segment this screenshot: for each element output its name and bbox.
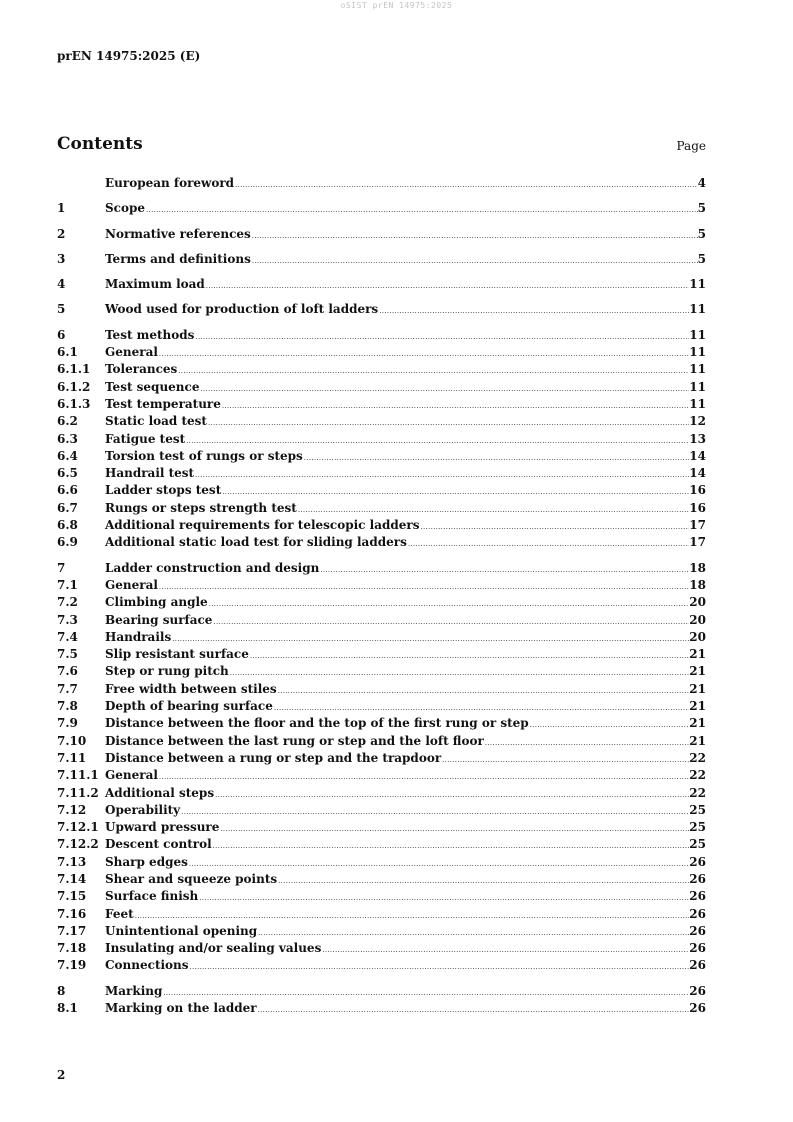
toc-leader-dots bbox=[177, 367, 689, 375]
toc-entry-title: Ladder construction and design bbox=[105, 560, 320, 575]
toc-entry-number: 4 bbox=[57, 277, 66, 292]
toc-entry-number: 7.6 bbox=[57, 664, 78, 679]
toc-entry[interactable] bbox=[57, 751, 706, 768]
toc-entry[interactable] bbox=[57, 872, 706, 889]
toc-entry-title: Additional static load test for sliding ladders bbox=[105, 535, 407, 550]
toc-entry[interactable] bbox=[57, 664, 706, 681]
toc-leader-dots bbox=[251, 257, 698, 265]
toc-entry-title: Distance between a rung or step and the trapdoor bbox=[105, 750, 442, 765]
toc-entry-page: 26 bbox=[689, 923, 706, 938]
toc-entry-number: 3 bbox=[57, 251, 66, 266]
toc-entry-page: 22 bbox=[689, 785, 706, 800]
toc-entry-page: 5 bbox=[697, 251, 706, 266]
toc-entry-page: 11 bbox=[689, 302, 706, 317]
toc-entry-page: 11 bbox=[689, 362, 706, 377]
toc-entry-page: 14 bbox=[689, 466, 706, 481]
toc-entry-number: 7.15 bbox=[57, 889, 87, 904]
toc-entry-title: Climbing angle bbox=[105, 595, 208, 610]
toc-entry-number: 7.12.2 bbox=[57, 837, 99, 852]
toc-entry-page: 21 bbox=[689, 681, 706, 696]
toc-leader-dots bbox=[321, 946, 689, 954]
toc-entry-number: 7.19 bbox=[57, 958, 87, 973]
toc-entry[interactable] bbox=[57, 907, 706, 924]
toc-entry-page: 4 bbox=[697, 176, 706, 190]
toc-entry-title: Handrails bbox=[105, 629, 172, 644]
toc-entry-number: 7.3 bbox=[57, 612, 78, 627]
toc-leader-dots bbox=[303, 454, 690, 462]
toc-entry-title: Bearing surface bbox=[105, 612, 213, 627]
toc-entry[interactable] bbox=[57, 941, 706, 958]
toc-entry-title: Wood used for production of loft ladders bbox=[105, 302, 379, 317]
toc-entry-title: Free width between stiles bbox=[105, 681, 277, 696]
toc-entry-page: 18 bbox=[689, 560, 706, 575]
toc-entry[interactable] bbox=[57, 786, 706, 803]
toc-entry-number: 6.9 bbox=[57, 535, 78, 550]
toc-leader-dots bbox=[221, 402, 689, 410]
toc-entry-title: Insulating and/or sealing values bbox=[105, 941, 322, 956]
toc-entry-number: 2 bbox=[57, 226, 66, 241]
toc-entry-page: 5 bbox=[697, 201, 706, 216]
toc-entry-number: 7.4 bbox=[57, 629, 78, 644]
toc-entry-number: 6.5 bbox=[57, 466, 78, 481]
toc-leader-dots bbox=[171, 635, 689, 643]
toc-entry-title: European foreword bbox=[105, 176, 235, 190]
toc-entry[interactable] bbox=[57, 958, 706, 975]
toc-entry-number: 6.8 bbox=[57, 518, 78, 533]
toc-entry-number: 6.1.2 bbox=[57, 379, 91, 394]
toc-entry-title: Feet bbox=[105, 906, 134, 921]
toc-entry-page: 21 bbox=[689, 664, 706, 679]
toc-entry[interactable] bbox=[57, 561, 706, 578]
toc-leader-dots bbox=[207, 419, 689, 427]
toc-entry-number: 6.4 bbox=[57, 448, 78, 463]
toc-leader-dots bbox=[194, 333, 689, 341]
toc-entry-title: Connections bbox=[105, 958, 189, 973]
toc-entry-number: 6.1.3 bbox=[57, 396, 91, 411]
toc-entry-page: 17 bbox=[689, 535, 706, 550]
toc-entry[interactable] bbox=[57, 397, 706, 414]
toc-entry[interactable] bbox=[57, 803, 706, 820]
toc-entry[interactable] bbox=[57, 682, 706, 699]
toc-entry-page: 25 bbox=[689, 802, 706, 817]
toc-entry[interactable] bbox=[57, 227, 706, 244]
toc-leader-dots bbox=[185, 437, 689, 445]
toc-entry-number: 6.1 bbox=[57, 345, 78, 360]
toc-entry-number: 5 bbox=[57, 302, 66, 317]
toc-entry-page: 11 bbox=[689, 379, 706, 394]
toc-entry-title: Step or rung pitch bbox=[105, 664, 229, 679]
toc-entry[interactable] bbox=[57, 924, 706, 941]
toc-entry-title: Descent control bbox=[105, 837, 212, 852]
toc-entry-title: Marking on the ladder bbox=[105, 1001, 257, 1016]
toc-entry-page: 22 bbox=[689, 768, 706, 783]
toc-entry[interactable] bbox=[57, 630, 706, 647]
toc-entry[interactable] bbox=[57, 380, 706, 397]
toc-entry-title: Shear and squeeze points bbox=[105, 871, 278, 886]
toc-entry-title: Handrail test bbox=[105, 466, 195, 481]
footer-page-number: 2 bbox=[57, 1068, 66, 1082]
toc-entry-page: 11 bbox=[689, 277, 706, 292]
toc-entry-title: Test temperature bbox=[105, 396, 221, 411]
toc-entry-number: 7.12.1 bbox=[57, 820, 99, 835]
toc-entry[interactable] bbox=[57, 889, 706, 906]
toc-entry-number: 7.14 bbox=[57, 871, 87, 886]
toc-entry-page: 26 bbox=[689, 958, 706, 973]
toc-entry-title: Additional requirements for telescopic ladders bbox=[105, 518, 420, 533]
toc-entry-page: 26 bbox=[689, 871, 706, 886]
toc-entry[interactable] bbox=[57, 449, 706, 466]
toc-entry-number: 6.1.1 bbox=[57, 362, 91, 377]
toc-leader-dots bbox=[251, 232, 698, 240]
toc-entry-number: 7.2 bbox=[57, 595, 78, 610]
toc-leader-dots bbox=[212, 618, 689, 626]
toc-entry[interactable] bbox=[57, 984, 706, 1001]
toc-leader-dots bbox=[158, 583, 689, 591]
toc-entry-title: General bbox=[105, 345, 158, 360]
toc-entry[interactable] bbox=[57, 613, 706, 630]
toc-entry[interactable] bbox=[57, 328, 706, 345]
toc-entry[interactable] bbox=[57, 1001, 706, 1018]
toc-entry-number: 7.18 bbox=[57, 941, 87, 956]
toc-leader-dots bbox=[188, 860, 689, 868]
toc-entry-page: 21 bbox=[689, 733, 706, 748]
toc-entry-page: 26 bbox=[689, 889, 706, 904]
toc-entry-title: Additional steps bbox=[105, 785, 215, 800]
toc-entry[interactable] bbox=[57, 716, 706, 733]
toc-entry-title: Depth of bearing surface bbox=[105, 699, 273, 714]
toc-entry-number: 7.17 bbox=[57, 923, 87, 938]
toc-entry[interactable] bbox=[57, 277, 706, 294]
table-of-contents bbox=[57, 176, 706, 1018]
toc-leader-dots bbox=[180, 808, 689, 816]
toc-entry[interactable] bbox=[57, 820, 706, 837]
toc-entry[interactable] bbox=[57, 252, 706, 269]
toc-leader-dots bbox=[407, 540, 689, 548]
toc-leader-dots bbox=[277, 687, 690, 695]
toc-entry[interactable] bbox=[57, 176, 706, 193]
toc-leader-dots bbox=[205, 282, 690, 290]
toc-entry-page: 14 bbox=[689, 448, 706, 463]
toc-entry-title: General bbox=[105, 768, 158, 783]
toc-entry-page: 12 bbox=[689, 414, 706, 429]
contents-heading: Contents bbox=[57, 134, 143, 154]
toc-entry-page: 20 bbox=[689, 629, 706, 644]
toc-entry-page: 16 bbox=[689, 483, 706, 498]
toc-entry-number: 6.2 bbox=[57, 414, 78, 429]
toc-entry-title: General bbox=[105, 577, 158, 592]
toc-leader-dots bbox=[158, 350, 689, 358]
toc-entry-number: 7.10 bbox=[57, 733, 87, 748]
toc-entry-page: 26 bbox=[689, 941, 706, 956]
toc-entry-title: Normative references bbox=[105, 226, 251, 241]
toc-leader-dots bbox=[297, 506, 689, 514]
toc-leader-dots bbox=[214, 791, 689, 799]
toc-leader-dots bbox=[221, 488, 689, 496]
toc-entry-title: Fatigue test bbox=[105, 431, 186, 446]
toc-entry-page: 25 bbox=[689, 820, 706, 835]
toc-entry-page: 11 bbox=[689, 396, 706, 411]
toc-entry-title: Distance between the last rung or step and the loft floor bbox=[105, 733, 484, 748]
toc-entry-page: 11 bbox=[689, 345, 706, 360]
toc-entry-page: 26 bbox=[689, 1001, 706, 1016]
toc-leader-dots bbox=[199, 385, 689, 393]
toc-leader-dots bbox=[319, 566, 689, 574]
toc-entry[interactable] bbox=[57, 647, 706, 664]
toc-entry-page: 26 bbox=[689, 854, 706, 869]
toc-entry-title: Surface finish bbox=[105, 889, 199, 904]
toc-entry-title: Marking bbox=[105, 983, 163, 998]
toc-entry-title: Tolerances bbox=[105, 362, 178, 377]
toc-entry-number: 7.11.1 bbox=[57, 768, 99, 783]
toc-entry[interactable] bbox=[57, 699, 706, 716]
toc-leader-dots bbox=[234, 181, 698, 189]
toc-entry[interactable] bbox=[57, 768, 706, 785]
toc-entry-number: 7.13 bbox=[57, 854, 87, 869]
toc-entry-title: Maximum load bbox=[105, 277, 205, 292]
toc-leader-dots bbox=[484, 739, 689, 747]
toc-entry-number: 1 bbox=[57, 201, 66, 216]
toc-leader-dots bbox=[208, 600, 690, 608]
toc-entry-page: 11 bbox=[689, 327, 706, 342]
toc-entry-title: Sharp edges bbox=[105, 854, 188, 869]
toc-entry-page: 26 bbox=[689, 983, 706, 998]
toc-entry[interactable] bbox=[57, 201, 706, 218]
watermark: oSIST prEN 14975:2025 bbox=[340, 1, 453, 10]
toc-leader-dots bbox=[441, 756, 689, 764]
toc-leader-dots bbox=[162, 989, 689, 997]
toc-entry-title: Upward pressure bbox=[105, 820, 220, 835]
toc-entry-number: 7.12 bbox=[57, 802, 87, 817]
toc-entry-number: 8.1 bbox=[57, 1001, 78, 1016]
toc-entry[interactable] bbox=[57, 302, 706, 319]
toc-leader-dots bbox=[219, 825, 689, 833]
toc-entry-number: 7 bbox=[57, 560, 66, 575]
toc-entry-number: 7.9 bbox=[57, 716, 78, 731]
toc-leader-dots bbox=[158, 773, 689, 781]
toc-entry[interactable] bbox=[57, 855, 706, 872]
toc-leader-dots bbox=[198, 894, 689, 902]
toc-entry-page: 25 bbox=[689, 837, 706, 852]
toc-entry-page: 26 bbox=[689, 906, 706, 921]
toc-entry[interactable] bbox=[57, 518, 706, 535]
toc-entry-page: 20 bbox=[689, 595, 706, 610]
toc-leader-dots bbox=[134, 912, 690, 920]
toc-entry-page: 18 bbox=[689, 577, 706, 592]
toc-leader-dots bbox=[529, 721, 690, 729]
toc-entry-number: 6 bbox=[57, 327, 66, 342]
toc-leader-dots bbox=[277, 877, 689, 885]
toc-leader-dots bbox=[189, 963, 690, 971]
toc-entry-number: 7.11.2 bbox=[57, 785, 99, 800]
toc-leader-dots bbox=[378, 307, 689, 315]
document-id: prEN 14975:2025 (E) bbox=[57, 49, 201, 63]
toc-entry[interactable] bbox=[57, 837, 706, 854]
toc-entry-page: 21 bbox=[689, 699, 706, 714]
toc-entry-title: Distance between the floor and the top of the first rung or step bbox=[105, 716, 529, 731]
toc-entry-title: Slip resistant surface bbox=[105, 647, 249, 662]
toc-entry-title: Test methods bbox=[105, 327, 195, 342]
toc-entry[interactable] bbox=[57, 535, 706, 552]
toc-entry-number: 7.16 bbox=[57, 906, 87, 921]
toc-entry-title: Operability bbox=[105, 802, 181, 817]
toc-entry[interactable] bbox=[57, 501, 706, 518]
toc-entry-page: 21 bbox=[689, 716, 706, 731]
toc-leader-dots bbox=[273, 704, 689, 712]
toc-leader-dots bbox=[229, 669, 690, 677]
toc-entry[interactable] bbox=[57, 414, 706, 431]
toc-entry-number: 7.1 bbox=[57, 577, 78, 592]
toc-leader-dots bbox=[212, 842, 690, 850]
toc-entry[interactable] bbox=[57, 432, 706, 449]
toc-entry-number: 8 bbox=[57, 983, 66, 998]
toc-entry-page: 21 bbox=[689, 647, 706, 662]
toc-entry-title: Ladder stops test bbox=[105, 483, 222, 498]
toc-entry-page: 13 bbox=[689, 431, 706, 446]
toc-entry-title: Torsion test of rungs or steps bbox=[105, 448, 303, 463]
toc-entry-number: 7.5 bbox=[57, 647, 78, 662]
toc-entry[interactable] bbox=[57, 466, 706, 483]
toc-entry-page: 16 bbox=[689, 500, 706, 515]
toc-entry-title: Rungs or steps strength test bbox=[105, 500, 297, 515]
toc-entry[interactable] bbox=[57, 362, 706, 379]
toc-entry-page: 22 bbox=[689, 750, 706, 765]
toc-entry-page: 5 bbox=[697, 226, 706, 241]
toc-entry-page: 17 bbox=[689, 518, 706, 533]
toc-entry-title: Static load test bbox=[105, 414, 207, 429]
toc-entry[interactable] bbox=[57, 483, 706, 500]
page-column-label: Page bbox=[676, 139, 706, 153]
toc-entry[interactable] bbox=[57, 345, 706, 362]
toc-entry[interactable] bbox=[57, 578, 706, 595]
toc-entry[interactable] bbox=[57, 734, 706, 751]
toc-leader-dots bbox=[419, 523, 689, 531]
toc-leader-dots bbox=[194, 471, 689, 479]
toc-entry-number: 6.7 bbox=[57, 500, 78, 515]
toc-entry-page: 20 bbox=[689, 612, 706, 627]
toc-entry-number: 6.3 bbox=[57, 431, 78, 446]
toc-entry-title: Scope bbox=[105, 201, 146, 216]
toc-entry-title: Terms and definitions bbox=[105, 251, 251, 266]
toc-leader-dots bbox=[257, 1006, 690, 1014]
toc-leader-dots bbox=[145, 206, 698, 214]
toc-leader-dots bbox=[249, 652, 689, 660]
toc-entry-number: 7.8 bbox=[57, 699, 78, 714]
toc-entry[interactable] bbox=[57, 595, 706, 612]
toc-entry-title: Unintentional opening bbox=[105, 923, 258, 938]
toc-entry-number: 7.11 bbox=[57, 750, 87, 765]
toc-entry-number: 7.7 bbox=[57, 681, 78, 696]
toc-entry-number: 6.6 bbox=[57, 483, 78, 498]
toc-leader-dots bbox=[257, 929, 689, 937]
toc-entry-title: Test sequence bbox=[105, 379, 200, 394]
